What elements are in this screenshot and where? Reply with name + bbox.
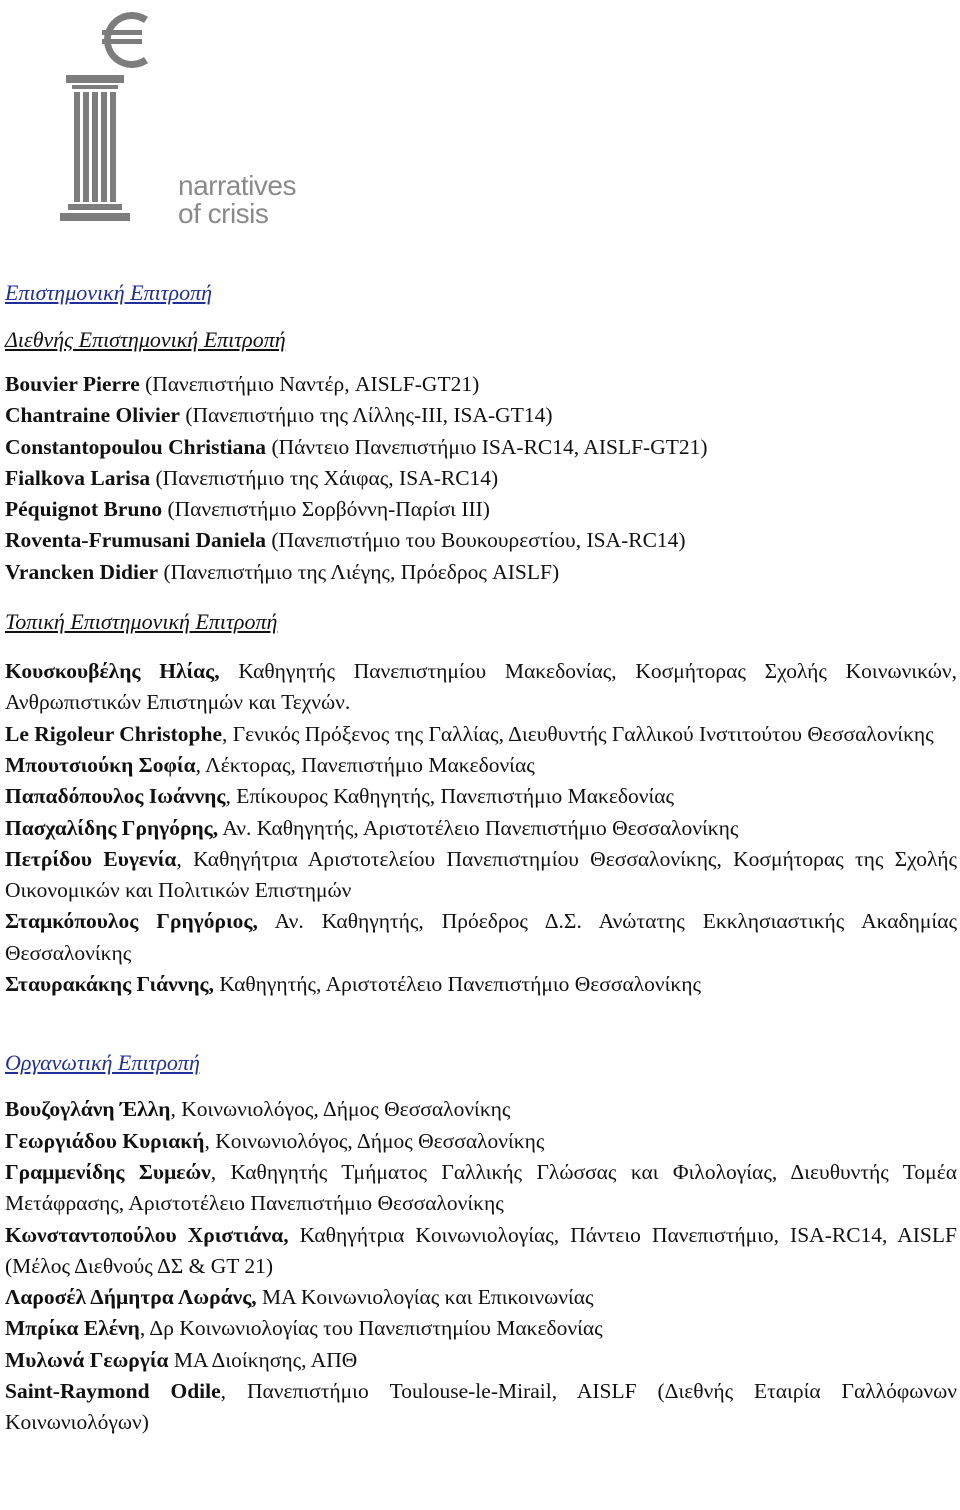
member-description: (Πανεπιστήμιο της Λιέγης, Πρόεδρος AISLF) bbox=[158, 559, 560, 584]
list-item bbox=[5, 1220, 957, 1283]
list-item bbox=[5, 369, 957, 400]
logo-line-2: of crisis bbox=[178, 198, 269, 229]
member-name: Παπαδόπουλος Ιωάννης bbox=[5, 784, 226, 809]
list-item bbox=[5, 432, 957, 463]
list-item bbox=[5, 781, 957, 812]
member-description: (Πανεπιστήμιο Ναντέρ, AISLF-GT21) bbox=[139, 372, 480, 396]
committees-document bbox=[5, 278, 957, 1439]
member-name: Vrancken Didier bbox=[5, 559, 159, 584]
list-item bbox=[5, 1345, 957, 1376]
list-item bbox=[5, 400, 957, 431]
list-item bbox=[5, 813, 957, 844]
member-name: Πασχαλίδης Γρηγόρης, bbox=[5, 815, 219, 840]
member-name: Μυλωνά Γεωργία bbox=[5, 1347, 169, 1372]
list-item bbox=[5, 1126, 957, 1157]
list-item bbox=[5, 525, 957, 556]
member-name: Μπρίκα Ελένη bbox=[5, 1316, 140, 1341]
organizing-committee-list bbox=[5, 1094, 957, 1438]
member-description: Καθηγητής, Αριστοτέλειο Πανεπιστήμιο Θεσσαλονίκης bbox=[214, 972, 702, 997]
member-description: ΜΑ Διοίκησης, ΑΠΘ bbox=[168, 1347, 358, 1372]
list-item bbox=[5, 844, 957, 907]
member-description: , Δρ Κοινωνιολογίας του Πανεπιστημίου Μακεδονίας bbox=[139, 1316, 603, 1341]
member-name: Constantopoulou Christiana bbox=[5, 434, 267, 459]
member-name: Saint-Raymond Odile bbox=[5, 1379, 221, 1404]
member-name: Κουσκουβέλης Ηλίας, bbox=[5, 659, 220, 684]
international-committee-list bbox=[5, 369, 957, 588]
member-name: Σταυρακάκης Γιάννης, bbox=[5, 972, 214, 997]
member-name: Chantraine Olivier bbox=[5, 403, 180, 428]
member-description: , Κοινωνιολόγος, Δήμος Θεσσαλονίκης bbox=[204, 1128, 545, 1153]
member-description: (Πάντειο Πανεπιστήμιο ISA-RC14, AISLF-GT21) bbox=[266, 434, 708, 459]
logo-line-1: narratives bbox=[178, 170, 296, 201]
member-description: , Κοινωνιολόγος, Δήμος Θεσσαλονίκης bbox=[170, 1097, 511, 1122]
member-name: Fialkova Larisa bbox=[5, 465, 151, 490]
international-committee-heading: Διεθνής Επιστημονική Επιτροπή bbox=[5, 327, 286, 352]
member-description: Αν. Καθηγητής, Πρόεδρος Δ.Σ. Ανώτατης Εκκλησιαστικής Ακαδημίας Θεσσαλονίκης bbox=[5, 909, 957, 965]
list-item bbox=[5, 969, 957, 1000]
member-name: Γραμμενίδης Συμεών bbox=[5, 1159, 211, 1184]
member-description: Καθηγήτρια Κοινωνιολογίας, Πάντειο Πανεπιστήμιο, ISA-RC14, AISLF (Μέλος Διεθνούς ΔΣ & GT 21) bbox=[5, 1222, 957, 1278]
member-description: (Πανεπιστήμιο του Βουκουρεστίου, ISA-RC14) bbox=[266, 528, 686, 553]
list-item bbox=[5, 719, 957, 750]
local-committee-heading: Τοπική Επιστημονική Επιτροπή bbox=[5, 609, 278, 635]
member-name: Μπουτσιούκη Σοφία bbox=[5, 752, 196, 777]
list-item bbox=[5, 656, 957, 719]
list-item bbox=[5, 1282, 957, 1313]
list-item bbox=[5, 1094, 957, 1125]
member-description: (Πανεπιστήμιο Σορβόννη-Παρίσι ΙΙΙ) bbox=[162, 497, 490, 522]
list-item bbox=[5, 1157, 957, 1220]
member-description: Αν. Καθηγητής, Αριστοτέλειο Πανεπιστήμιο Θεσσαλονίκης bbox=[218, 815, 739, 840]
member-description: , Καθηγητής Τμήματος Γαλλικής Γλώσσας και Φιλολογίας, Διευθυντής Τομέα Μετάφρασης, Αριστοτέλειο Πανεπιστήμιο Θεσσαλονίκης bbox=[5, 1159, 957, 1216]
member-name: Γεωργιάδου Κυριακή bbox=[5, 1128, 205, 1153]
list-item bbox=[5, 1313, 957, 1344]
member-description: , Επίκουρος Καθηγητής, Πανεπιστήμιο Μακεδονίας bbox=[225, 784, 675, 809]
member-name: Le Rigoleur Christophe bbox=[5, 721, 222, 746]
member-name: Πετρίδου Ευγενία bbox=[5, 846, 177, 871]
member-description: (Πανεπιστήμιο της Λίλλης-ΙΙΙ, ISA-GT14) bbox=[179, 403, 553, 428]
member-name: Βουζογλάνη Έλλη bbox=[5, 1097, 171, 1122]
list-item bbox=[5, 1376, 957, 1439]
member-name: Péquignot Bruno bbox=[5, 497, 163, 522]
member-description: (Πανεπιστήμιο της Χάιφας, ISA-RC14) bbox=[150, 465, 499, 490]
list-item bbox=[5, 494, 957, 525]
organizing-committee-heading: Οργανωτική Επιτροπή bbox=[5, 1050, 200, 1076]
list-item bbox=[5, 750, 957, 781]
narratives-of-crisis-logo bbox=[50, 5, 296, 235]
member-name: Κωνσταντοπούλου Χριστιάνα, bbox=[5, 1222, 289, 1247]
member-description: Καθηγητής Πανεπιστημίου Μακεδονίας, Κοσμήτορας Σχολής Κοινωνικών, Ανθρωπιστικών Επιστημών και Τεχνών. bbox=[5, 659, 957, 715]
member-description: ΜΑ Κοινωνιολογίας και Επικοινωνίας bbox=[256, 1285, 594, 1310]
member-name: Bouvier Pierre bbox=[5, 372, 140, 396]
local-committee-list bbox=[5, 656, 957, 1000]
list-item bbox=[5, 463, 957, 494]
list-item bbox=[5, 906, 957, 969]
member-description: , Πανεπιστήμιο Toulouse-le-Mirail, AISLF (Διεθνής Εταιρία Γαλλόφωνων Κοινωνιολόγων) bbox=[5, 1379, 957, 1435]
member-description: , Γενικός Πρόξενος της Γαλλίας, Διευθυντής Γαλλικού Ινστιτούτου Θεσσαλονίκης bbox=[222, 721, 934, 746]
member-name: Σταμκόπουλος Γρηγόριος, bbox=[5, 909, 258, 934]
member-description: , Καθηγήτρια Αριστοτελείου Πανεπιστημίου Θεσσαλονίκης, Κοσμήτορας της Σχολής Οικονομικών και Πολιτικών Επιστημών bbox=[5, 846, 957, 903]
list-item bbox=[5, 557, 957, 588]
member-name: Λαροσέλ Δήμητρα Λωράνς, bbox=[5, 1285, 257, 1310]
scientific-committee-heading: Επιστημονική Επιτροπή bbox=[5, 280, 213, 305]
member-name: Roventa-Frumusani Daniela bbox=[5, 528, 266, 553]
member-description: , Λέκτορας, Πανεπιστήμιο Μακεδονίας bbox=[195, 752, 535, 777]
